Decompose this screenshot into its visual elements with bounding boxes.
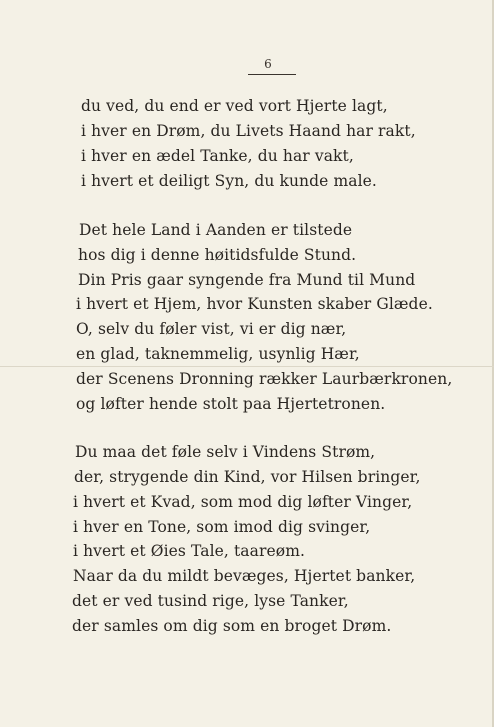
poem-line: i hver en Tone, som imod dig svinger,: [73, 518, 371, 536]
page-number-rule: [248, 74, 296, 75]
poem-line: Naar da du mildt bevæges, Hjertet banker,: [73, 567, 416, 585]
poem-line: i hvert et Hjem, hvor Kunsten skaber Glæde.: [76, 295, 433, 313]
poem-line: og løfter hende stolt paa Hjertetronen.: [76, 395, 386, 413]
page-number: 6: [264, 57, 272, 71]
poem-line: du ved, du end er ved vort Hjerte lagt,: [81, 97, 388, 115]
paper-fold-line: [0, 366, 494, 367]
poem-line: hos dig i denne høitidsfulde Stund.: [78, 246, 357, 264]
poem-line: det er ved tusind rige, lyse Tanker,: [72, 592, 349, 610]
poem-line: i hver en Drøm, du Livets Haand har rakt,: [81, 122, 416, 140]
poem-line: der Scenens Dronning rækker Laurbærkronen,: [76, 370, 453, 388]
poem-line: Du maa det føle selv i Vindens Strøm,: [75, 443, 376, 461]
poem-line: der samles om dig som en broget Drøm.: [72, 617, 392, 635]
poem-line: der, strygende din Kind, vor Hilsen bringer,: [74, 468, 421, 486]
poem-line: i hvert et Øies Tale, taareøm.: [73, 542, 306, 560]
poem-line: Din Pris gaar syngende fra Mund til Mund: [78, 271, 416, 289]
poem-line: i hvert et Kvad, som mod dig løfter Vinger,: [73, 493, 413, 511]
poem-line: O, selv du føler vist, vi er dig nær,: [76, 320, 347, 338]
poem-line: en glad, taknemmelig, usynlig Hær,: [76, 345, 360, 363]
poem-line: i hvert et deiligt Syn, du kunde male.: [81, 172, 377, 190]
poem-line: i hver en ædel Tanke, du har vakt,: [81, 147, 354, 165]
poem-line: Det hele Land i Aanden er tilstede: [79, 221, 353, 239]
